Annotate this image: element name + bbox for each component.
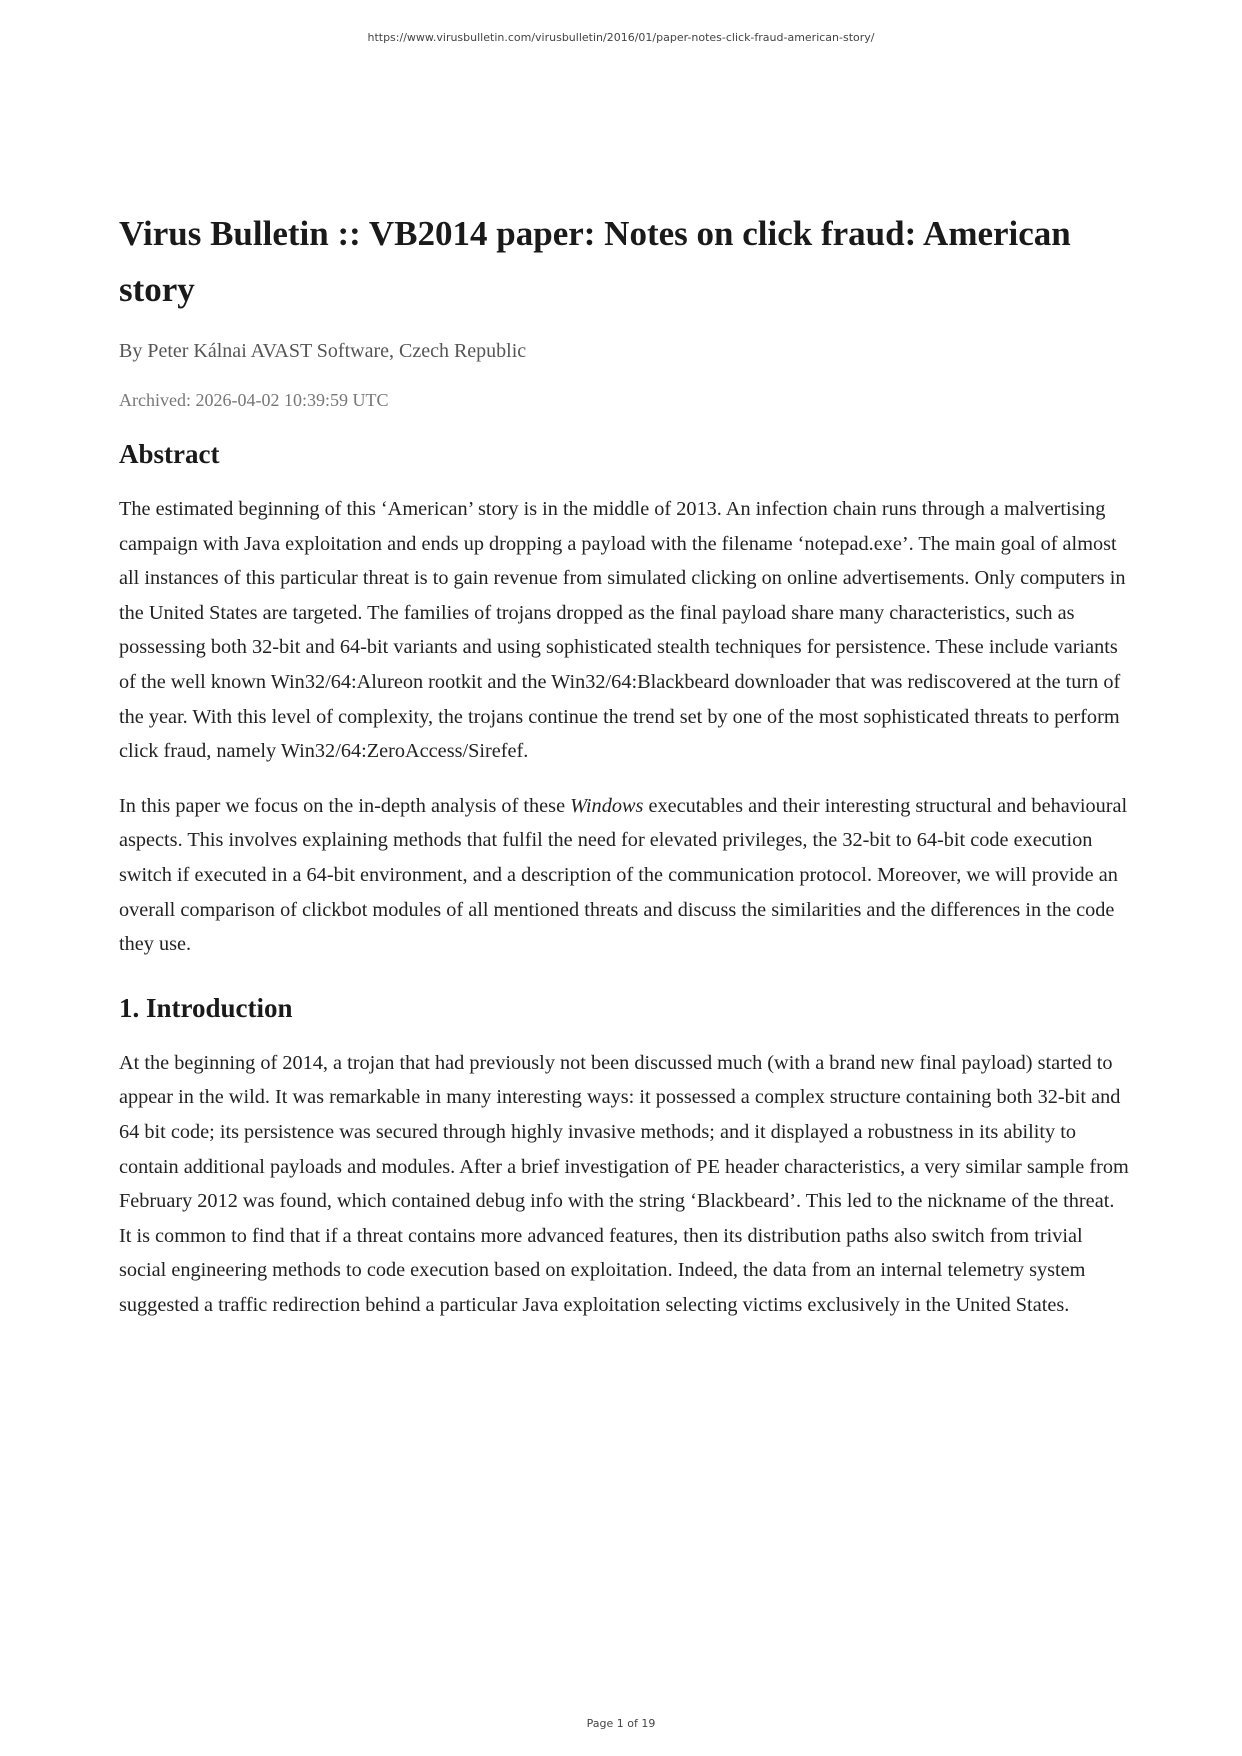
section-heading-abstract: Abstract <box>119 439 220 469</box>
section-heading-introduction: 1. Introduction <box>119 992 293 1023</box>
page-title: Virus Bulletin :: VB2014 paper: Notes on click fraud: American story <box>119 214 1071 309</box>
page-url: https://www.virusbulletin.com/virusbulletin/2016/01/paper-notes-click-fraud-american-story/ <box>367 31 875 44</box>
abstract-paragraph-1: The estimated beginning of this ‘American’ story is in the middle of 2013. An infection chain runs through a malvertising campaign with Java exploitation and ends up dropping a payload with the filename ‘notepad.exe’. The main goal of almost all instances of this particular threat is to gain revenue from simulated clicking on online advertisements. Only computers in the United States are targeted. The families of trojans dropped as the final payload share many characteristics, such as possessing both 32-bit and 64-bit variants and using sophisticated stealth techniques for persistence. These include variants of the well known Win32/64:Alureon rootkit and the Win32/64:Blackbeard downloader that was rediscovered at the turn of the year. With this level of complexity, the trojans continue the trend set by one of the most sophisticated threats to perform click fraud, namely Win32/64:ZeroAccess/Sirefef. <box>119 498 1126 763</box>
abstract-paragraph-2 <box>119 789 1129 962</box>
page-number: Page 1 of 19 <box>586 1717 656 1730</box>
text: In this paper we focus on the in-depth analysis of these <box>119 794 571 817</box>
article <box>119 206 1129 1342</box>
byline: By Peter Kálnai AVAST Software, Czech Republic <box>119 340 527 362</box>
archived-timestamp: Archived: 2026-04-02 10:39:59 UTC <box>119 390 389 410</box>
text: executables and their interesting structural and behavioural aspects. This involves explaining methods that fulfil the need for elevated privileges, the 32-bit to 64-bit code execution switch if executed in a 64-bit environment, and a description of the communication protocol. Moreover, we will provide an overall comparison of clickbot modules of all mentioned threats and discuss the similarities and the differences in the code they use. <box>119 794 1128 956</box>
emphasis-windows: Windows <box>570 794 644 817</box>
introduction-paragraph-1: At the beginning of 2014, a trojan that had previously not been discussed much (with a brand new final payload) started to appear in the wild. It was remarkable in many interesting ways: it possessed a complex structure containing both 32-bit and 64 bit code; its persistence was secured through highly invasive methods; and it displayed a robustness in its ability to contain additional payloads and modules. After a brief investigation of PE header characteristics, a very similar sample from February 2012 was found, which contained debug info with the string ‘Blackbeard’. This led to the nickname of the threat. It is common to find that if a threat contains more advanced features, then its distribution paths also switch from trivial social engineering methods to code execution based on exploitation. Indeed, the data from an internal telemetry system suggested a traffic redirection behind a particular Java exploitation selecting victims exclusively in the United States. <box>119 1051 1129 1316</box>
